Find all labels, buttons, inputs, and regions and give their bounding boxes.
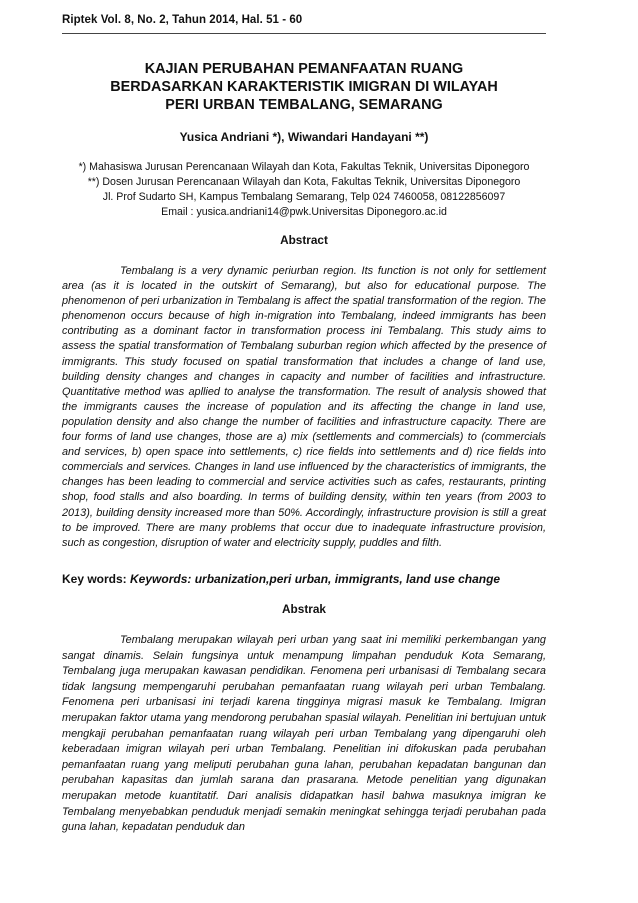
affiliation-student: *) Mahasiswa Jurusan Perencanaan Wilayah dan Kota, Fakultas Teknik, Universitas Diponegoro (78, 161, 530, 173)
keywords-label: Key words: (62, 572, 131, 586)
title-line-3: PERI URBAN TEMBALANG, SEMARANG (165, 97, 443, 113)
abstrak-body: Tembalang merupakan wilayah peri urban yang saat ini memiliki perkembangan yang sangat dinamis. Selain fungsinya untuk menampung limpahan penduduk Kota Semarang, Tembalang juga merupakan kawasan pendidikan. Fenomena peri urbanisasi di Tembalang secara tidak langsung mempengaruhi perubahan pemanfaatan ruang wilayah peri urban Tembalang. Fenomena peri urbanisasi ini terjadi karena tingginya migrasi masuk ke Tembalang. Imigran merupakan faktor utama yang mendorong perubahan spasial wilayah. Penelitian ini bertujuan untuk mengkaji perubahan pemanfaatan ruang wilayah peri urban Tembalang yang dipengaruhi oleh keberadaan imigran wilayah peri urban Tembalang. Penelitian ini difokuskan pada perubahan pemanfaatan ruang yang meliputi perubahan guna lahan, perubahan kepadatan bangunan dan perubahan kapasitas dan jumlah sarana dan prasarana. Metode penelitian yang digunakan merupakan metode kuantitatif. Dari analisis didapatkan hasil bahwa masuknya imigran ke Tembalang menyebabkan penduduk menjadi semakin meningkat sehingga terjadi perubahan pada guna lahan, kepadatan penduduk dan (62, 634, 546, 834)
title-line-1: KAJIAN PERUBAHAN PEMANFAATAN RUANG (144, 61, 464, 77)
keywords-text: Keywords: urbanization,peri urban, immigrants, land use change (130, 572, 501, 586)
affiliations (62, 160, 546, 220)
abstrak-heading: Abstrak (282, 602, 326, 616)
title-line-2: BERDASARKAN KARAKTERISTIK IMIGRAN DI WILAYAH (110, 79, 498, 95)
paper-title (62, 60, 546, 114)
keywords-line (62, 572, 546, 586)
authors: Yusica Andriani *), Wiwandari Handayani **) (179, 130, 429, 144)
abstract-body: Tembalang is a very dynamic periurban region. Its function is not only for settlement area (as it is located in the outskirt of Semarang), but also for educational purpose. The phenomenon of peri urbanization in Tembalang is affect the spatial transformation of the region. The phenomenon occurs because of high in-migration into Tembalang, indeed immigrants has been contributing as a dominant factor in transformation process ini Tembalang. This study aims to assess the spatial transformation of Tembalang suburban region which affected by the presence of immigrants. This study focused on spatial transformation that includes a change of land use, building density changes and changes in capacity and number of facilities and infrastructure. Quantitative method was apllied to analyse the transformation. The result of analysis showed that the immigrants causes the increase of population and its affecting the change in land use, population density and also change the number of facilities and infrastructure capacity. There are four forms of land use changes, those are a) mix (settlements and commercials) to (commercials and services, b) open space into settlements, c) rice fields into settlements and d) rice fields into commercials and services. Changes in land use influenced by the characteristics of immigrants, the changes has been leading to commercial and service activities such as cafes, restaurants, printing shop, food stalls and also boarding. In terms of building density, within ten years (from 2003 to 2013), building density increased more than 50%. Accordingly, infrastructure provision is still a great to be improved. There are many problems that occur due to inadequate infrastructure provision, such as congestion, disruption of water and electricity supply, puddles and filth. (62, 265, 546, 549)
running-head: Riptek Vol. 8, No. 2, Tahun 2014, Hal. 51 - 60 (62, 14, 303, 26)
abstract-heading: Abstract (280, 233, 328, 247)
affiliation-email: Email : yusica.andriani14@pwk.Universitas Diponegoro.ac.id (161, 206, 447, 218)
affiliation-address: Jl. Prof Sudarto SH, Kampus Tembalang Semarang, Telp 024 7460058, 08122856097 (102, 191, 506, 203)
header-rule (62, 33, 546, 34)
affiliation-lecturer: **) Dosen Jurusan Perencanaan Wilayah dan Kota, Fakultas Teknik, Universitas Diponegoro (87, 176, 521, 188)
